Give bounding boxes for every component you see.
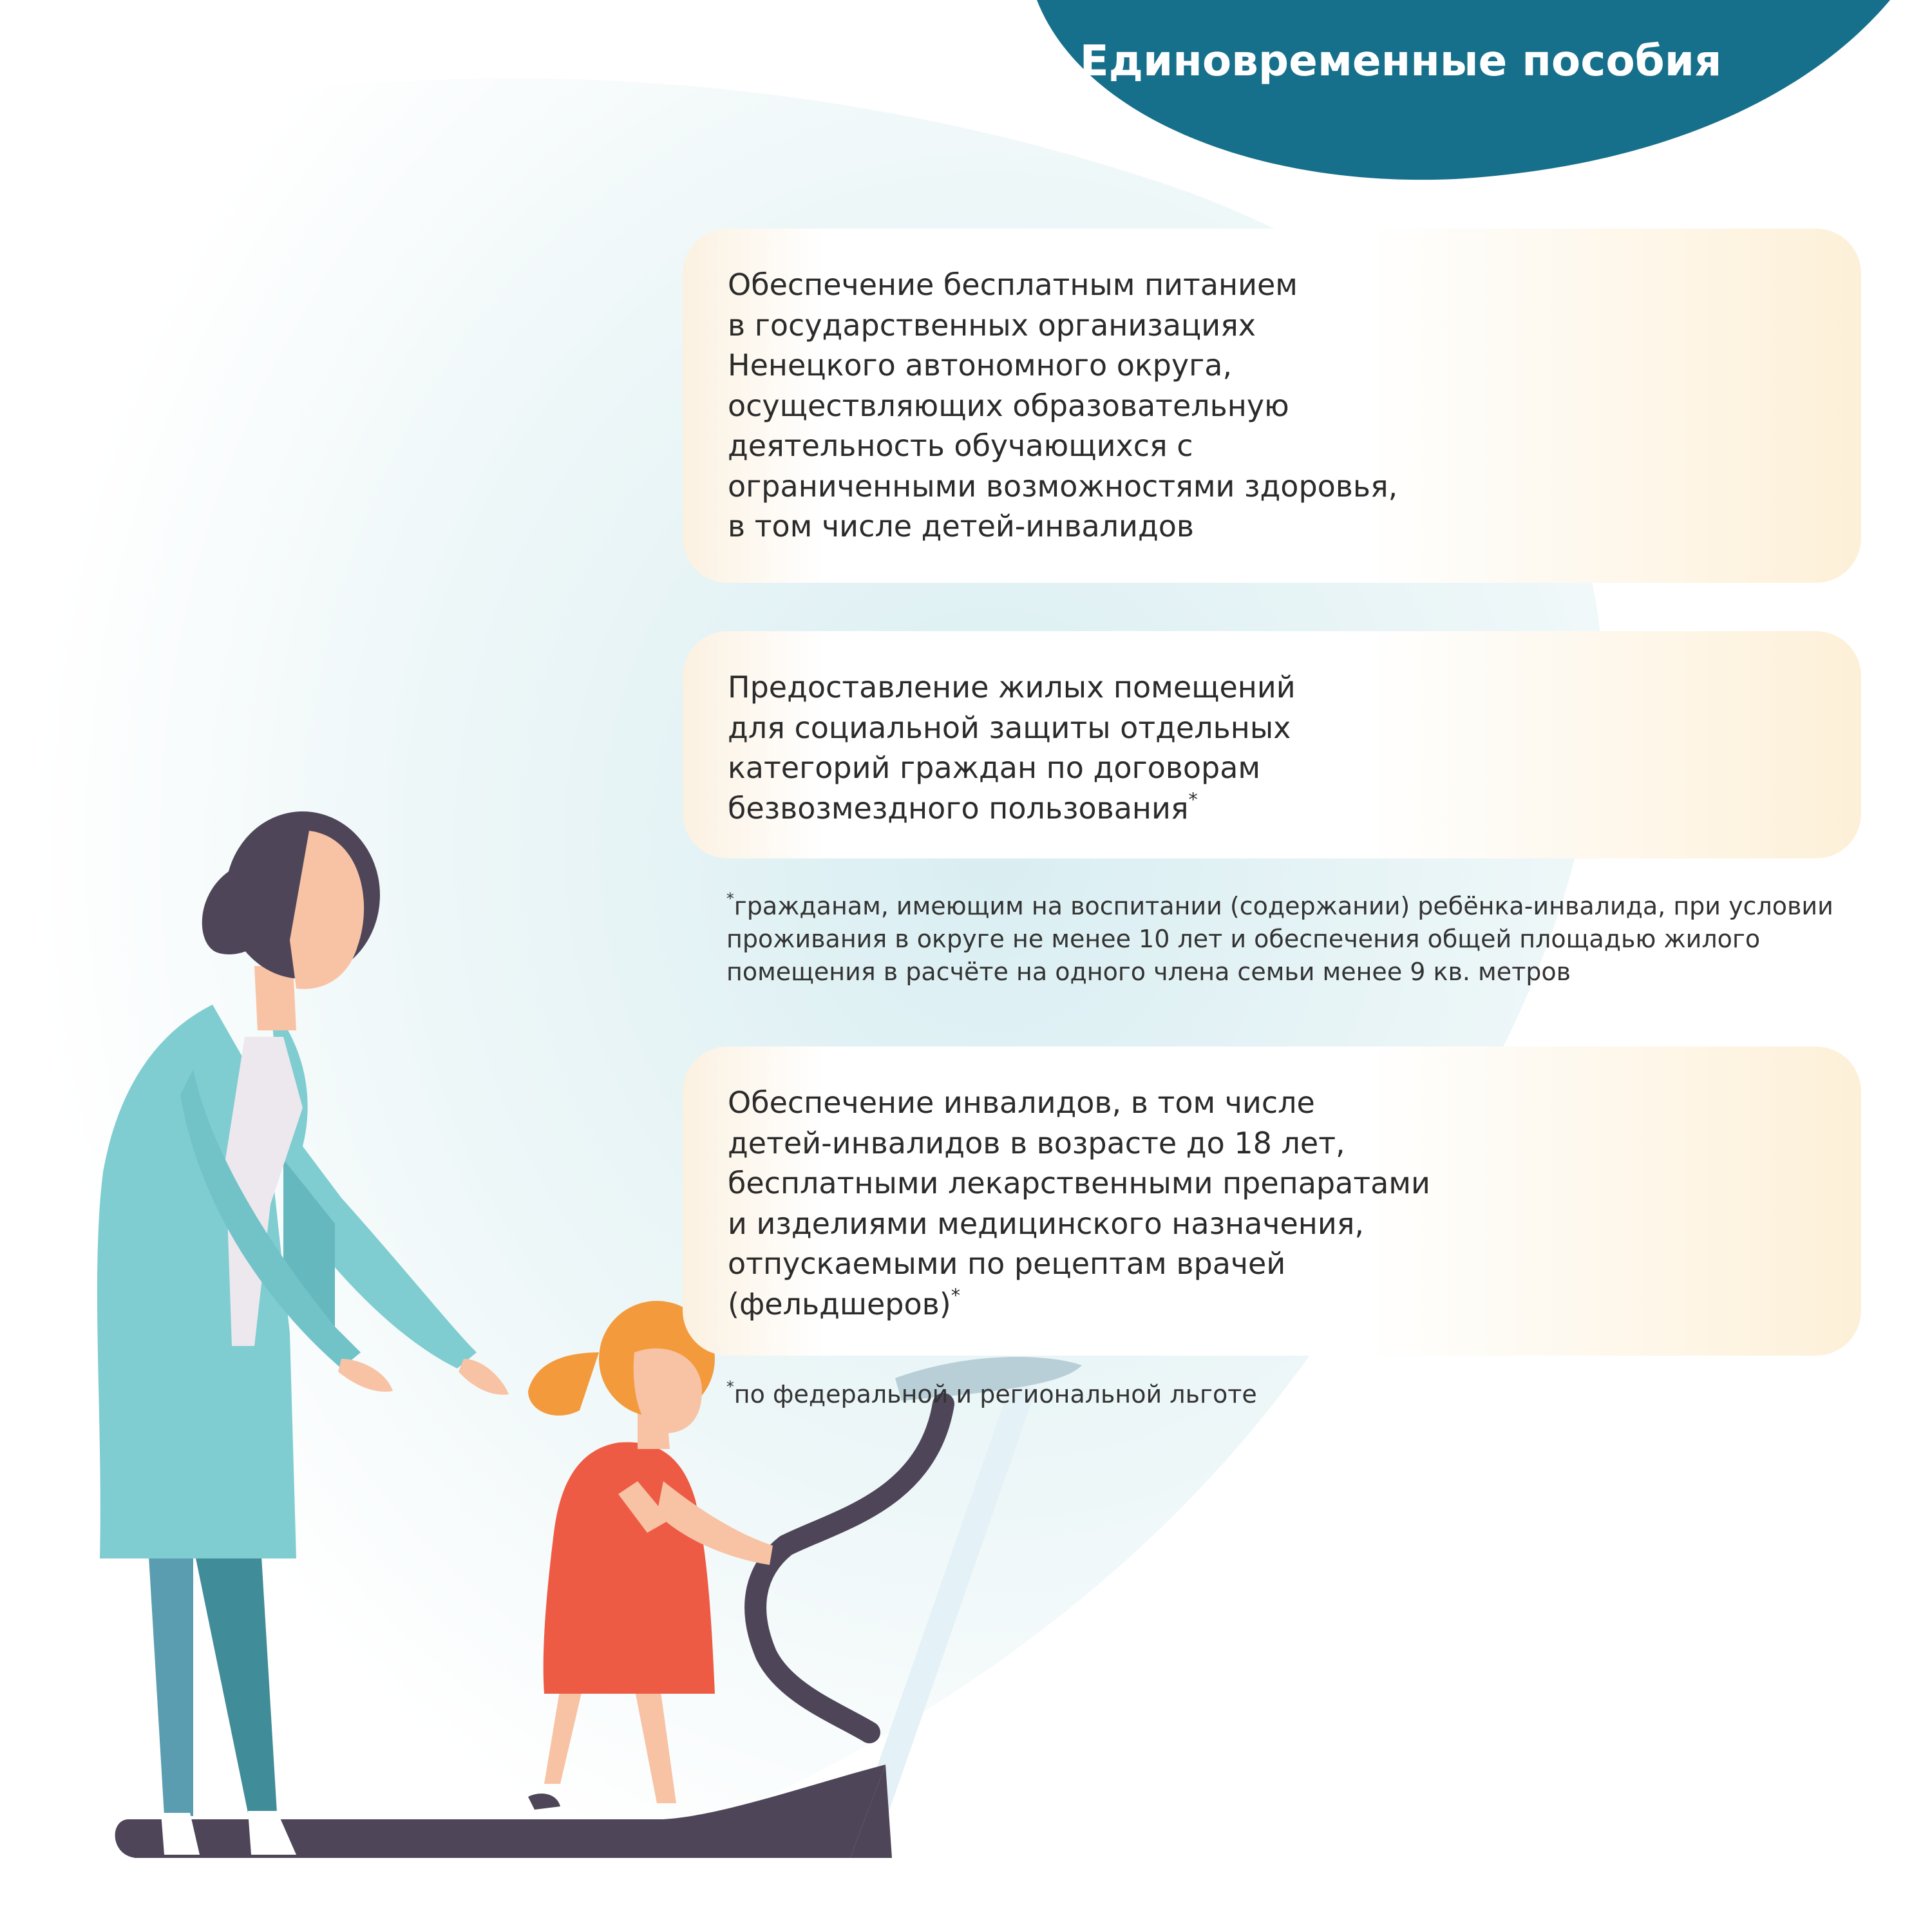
girl-icon: [528, 1301, 773, 1810]
benefit-text: Обеспечение инвалидов, в том числе детей-инвалидов в возрасте до 18 лет, бесплатными лекарственными препаратами и изделиями медицинского назначения, отпускаемыми по рецептам врачей (фельдшеров)*: [728, 1085, 1430, 1321]
benefit-card: [683, 229, 1861, 583]
benefit-card: [683, 1046, 1861, 1356]
benefit-text: Обеспечение бесплатным питанием в государственных организациях Ненецкого автономного округа, осуществляющих образовательную деятельность обучающихся с ограниченными возможностями здоровья, в том числе детей-инвалидов: [728, 267, 1398, 544]
footnote: *гражданам, имеющим на воспитании (содержании) ребёнка-инвалида, при условии проживания в округе не менее 10 лет и обеспечения общей площадью жилого помещения в расчёте на одного члена семьи менее 9 кв. метров: [726, 889, 1833, 986]
page-title: Единовременные пособия: [1079, 36, 1722, 86]
benefit-text: Предоставление жилых помещений для социальной защиты отдельных категорий граждан по договорам безвозмездного пользования*: [728, 670, 1296, 826]
doctor-icon: [97, 811, 509, 1855]
footnote: *по федеральной и региональной льготе: [726, 1378, 1257, 1408]
benefit-card: [683, 631, 1861, 858]
